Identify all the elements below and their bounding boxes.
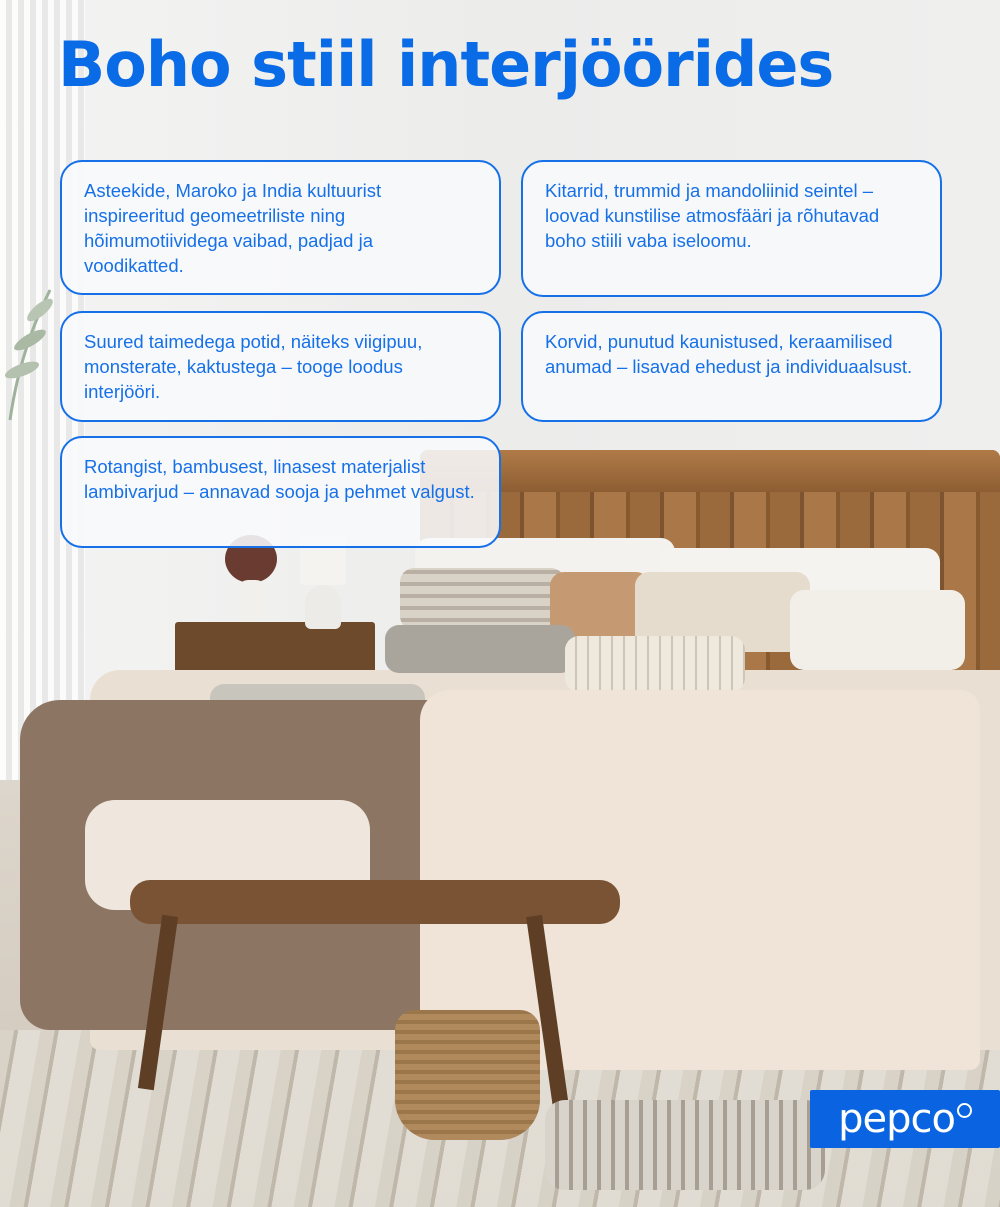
logo-text: pepco xyxy=(838,1096,955,1142)
floor-pillow xyxy=(545,1100,825,1190)
info-card-text: Kitarrid, trummid ja mandoliinid seintel – loovad kunstilise atmosfääri ja rõhutavad boho stiili vaba iseloomu. xyxy=(545,180,880,251)
white-pillow xyxy=(790,590,965,670)
headboard-top xyxy=(420,450,1000,492)
info-card-text: Asteekide, Maroko ja India kultuurist inspireeritud geomeetriliste ning hõimumotiividega vaibad, padjad ja voodikatted. xyxy=(84,180,382,276)
grey-pillow xyxy=(385,625,575,673)
lamp-base xyxy=(305,585,341,629)
pepco-logo xyxy=(810,1090,1000,1148)
registered-mark-icon xyxy=(957,1103,972,1118)
striped-pillow xyxy=(565,636,745,692)
info-card-baskets xyxy=(521,311,942,422)
info-card-plants xyxy=(60,311,501,422)
info-card-text: Rotangist, bambusest, linasest materjalist lambivarjud – annavad sooja ja pehmet valgust. xyxy=(84,456,475,502)
info-card-instruments xyxy=(521,160,942,297)
wooden-bench xyxy=(130,880,620,924)
woven-basket xyxy=(395,1010,540,1140)
patterned-pillow xyxy=(400,568,565,630)
info-card-text: Suured taimedega potid, näiteks viigipuu, monsterate, kaktustega – tooge loodus interjööri. xyxy=(84,331,423,402)
page-title: Boho stiil interjöörides xyxy=(58,28,834,101)
vase xyxy=(238,580,266,622)
info-card-textiles xyxy=(60,160,501,295)
info-card-text: Korvid, punutud kaunistused, keraamilised anumad – lisavad ehedust ja individuaalsust. xyxy=(545,331,913,377)
info-card-lampshades xyxy=(60,436,501,548)
